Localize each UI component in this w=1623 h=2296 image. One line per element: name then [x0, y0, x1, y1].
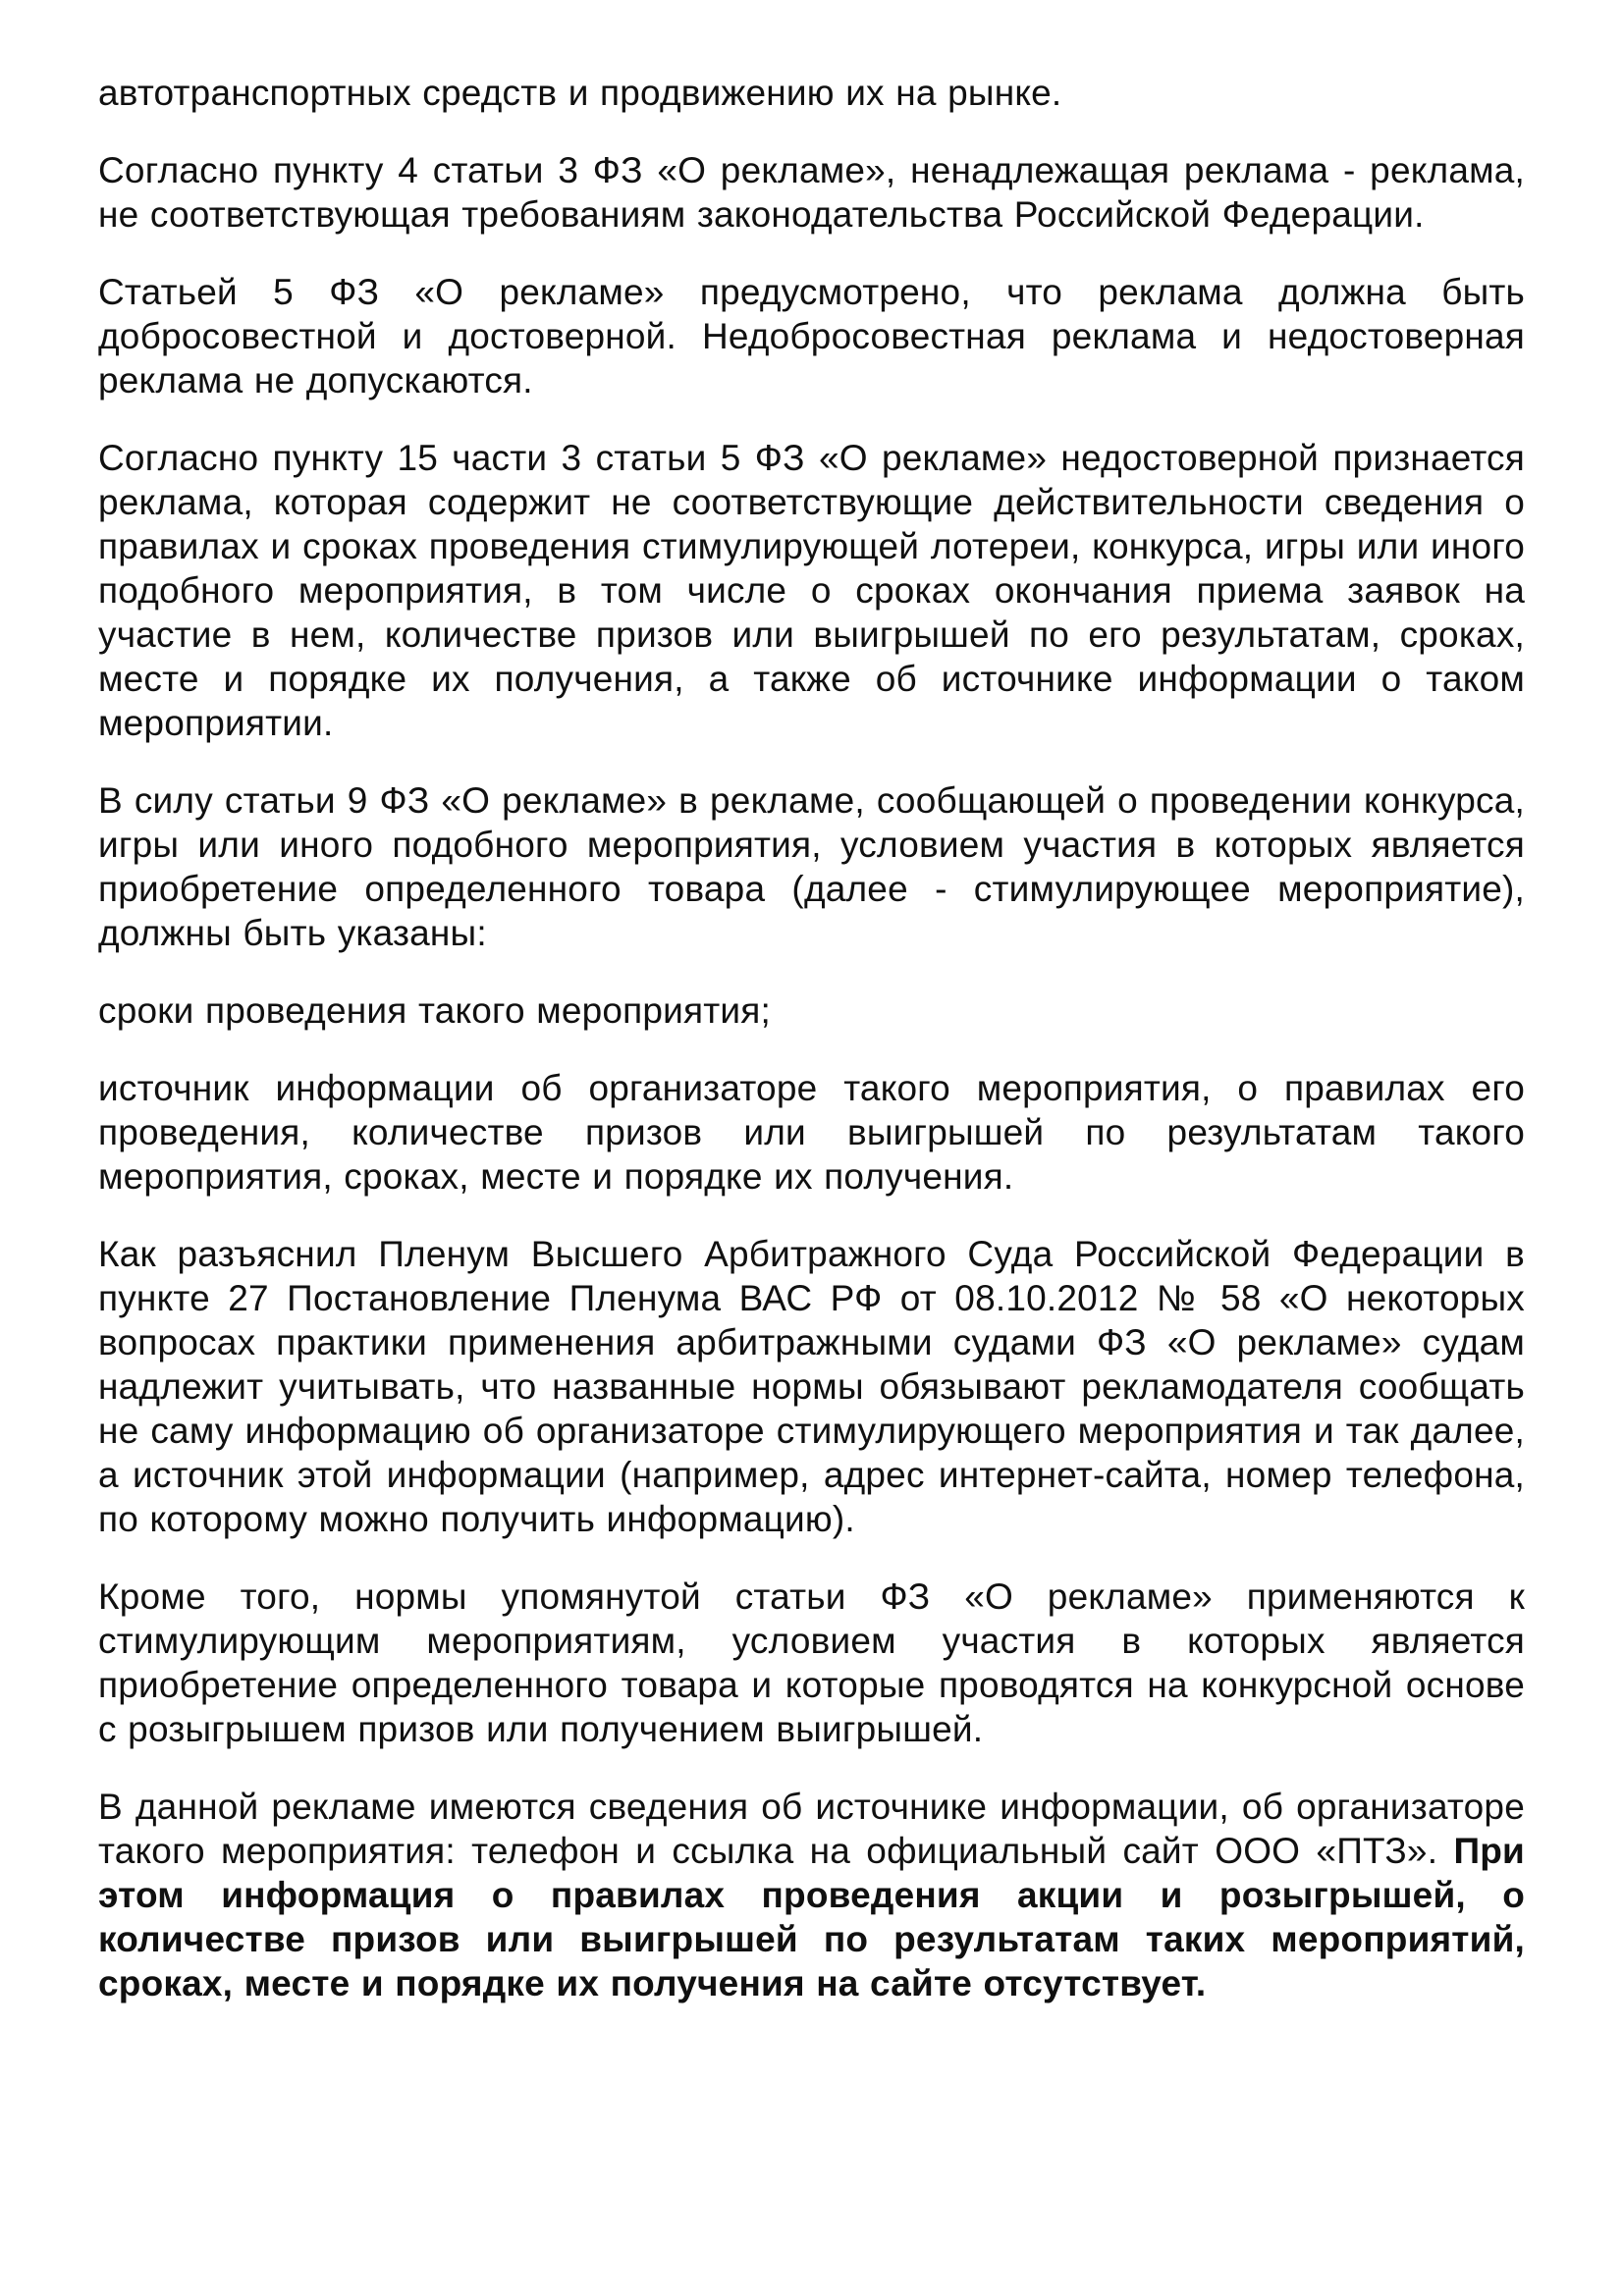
text-run: Статьей 5 ФЗ «О рекламе» предусмотрено, что реклама должна быть добросовестной и достоверной. Недобросовестная реклама и недостоверная реклама не допускаются.: [98, 272, 1525, 400]
paragraph: [98, 778, 1525, 955]
paragraph: [98, 71, 1525, 115]
text-run-bold: При этом информация о правилах проведения акции и розыгрышей, о количестве призов или выигрышей по результатам таких мероприятий, сроках, месте и порядке их получения на сайте отсутствует.: [98, 1831, 1525, 2003]
paragraph: [98, 436, 1525, 745]
text-run: Как разъяснил Пленум Высшего Арбитражного Суда Российской Федерации в пункте 27 Постановление Пленума ВАС РФ от 08.10.2012 № 58 «О некоторых вопросах практики применения арбитражными судами ФЗ «О рекламе» судам надлежит учитывать, что названные нормы обязывают рекламодателя сообщать не саму информацию об организаторе стимулирующего мероприятия и так далее, а источник этой информации (например, адрес интернет-сайта, номер телефона, по которому можно получить информацию).: [98, 1234, 1525, 1539]
text-run: Кроме того, нормы упомянутой статьи ФЗ «О рекламе» применяются к стимулирующим мероприятиям, условием участия в которых является приобретение определенного товара и которые проводятся на конкурсной основе с розыгрышем призов или получением выигрышей.: [98, 1576, 1525, 1749]
paragraph: [98, 1232, 1525, 1541]
paragraph: [98, 988, 1525, 1033]
paragraph: [98, 148, 1525, 237]
text-run: автотранспортных средств и продвижению их на рынке.: [98, 73, 1062, 113]
paragraph: [98, 1785, 1525, 2005]
text-run: Согласно пункту 15 части 3 статьи 5 ФЗ «О рекламе» недостоверной признается реклама, которая содержит не соответствующие действительности сведения о правилах и сроках проведения стимулирующей лотереи, конкурса, игры или иного подобного мероприятия, в том числе о сроках окончания приема заявок на участие в нем, количестве призов или выигрышей по его результатам, сроках, месте и порядке их получения, а также об источнике информации о таком мероприятии.: [98, 438, 1525, 743]
document-body: [98, 71, 1525, 2039]
paragraph: [98, 1066, 1525, 1199]
text-run: сроки проведения такого мероприятия;: [98, 990, 772, 1031]
text-run: В силу статьи 9 ФЗ «О рекламе» в рекламе, сообщающей о проведении конкурса, игры или иного подобного мероприятия, условием участия в которых является приобретение определенного товара (далее - стимулирующее мероприятие), должны быть указаны:: [98, 780, 1525, 953]
text-run: Согласно пункту 4 статьи 3 ФЗ «О рекламе», ненадлежащая реклама - реклама, не соответствующая требованиям законодательства Российской Федерации.: [98, 150, 1525, 235]
text-run: В данной рекламе имеются сведения об источнике информации, об организаторе такого мероприятия: телефон и ссылка на официальный сайт ООО «ПТЗ».: [98, 1787, 1525, 1871]
paragraph: [98, 1575, 1525, 1751]
paragraph: [98, 270, 1525, 402]
text-run: источник информации об организаторе такого мероприятия, о правилах его проведения, количестве призов или выигрышей по результатам такого мероприятия, сроках, месте и порядке их получения.: [98, 1068, 1525, 1197]
